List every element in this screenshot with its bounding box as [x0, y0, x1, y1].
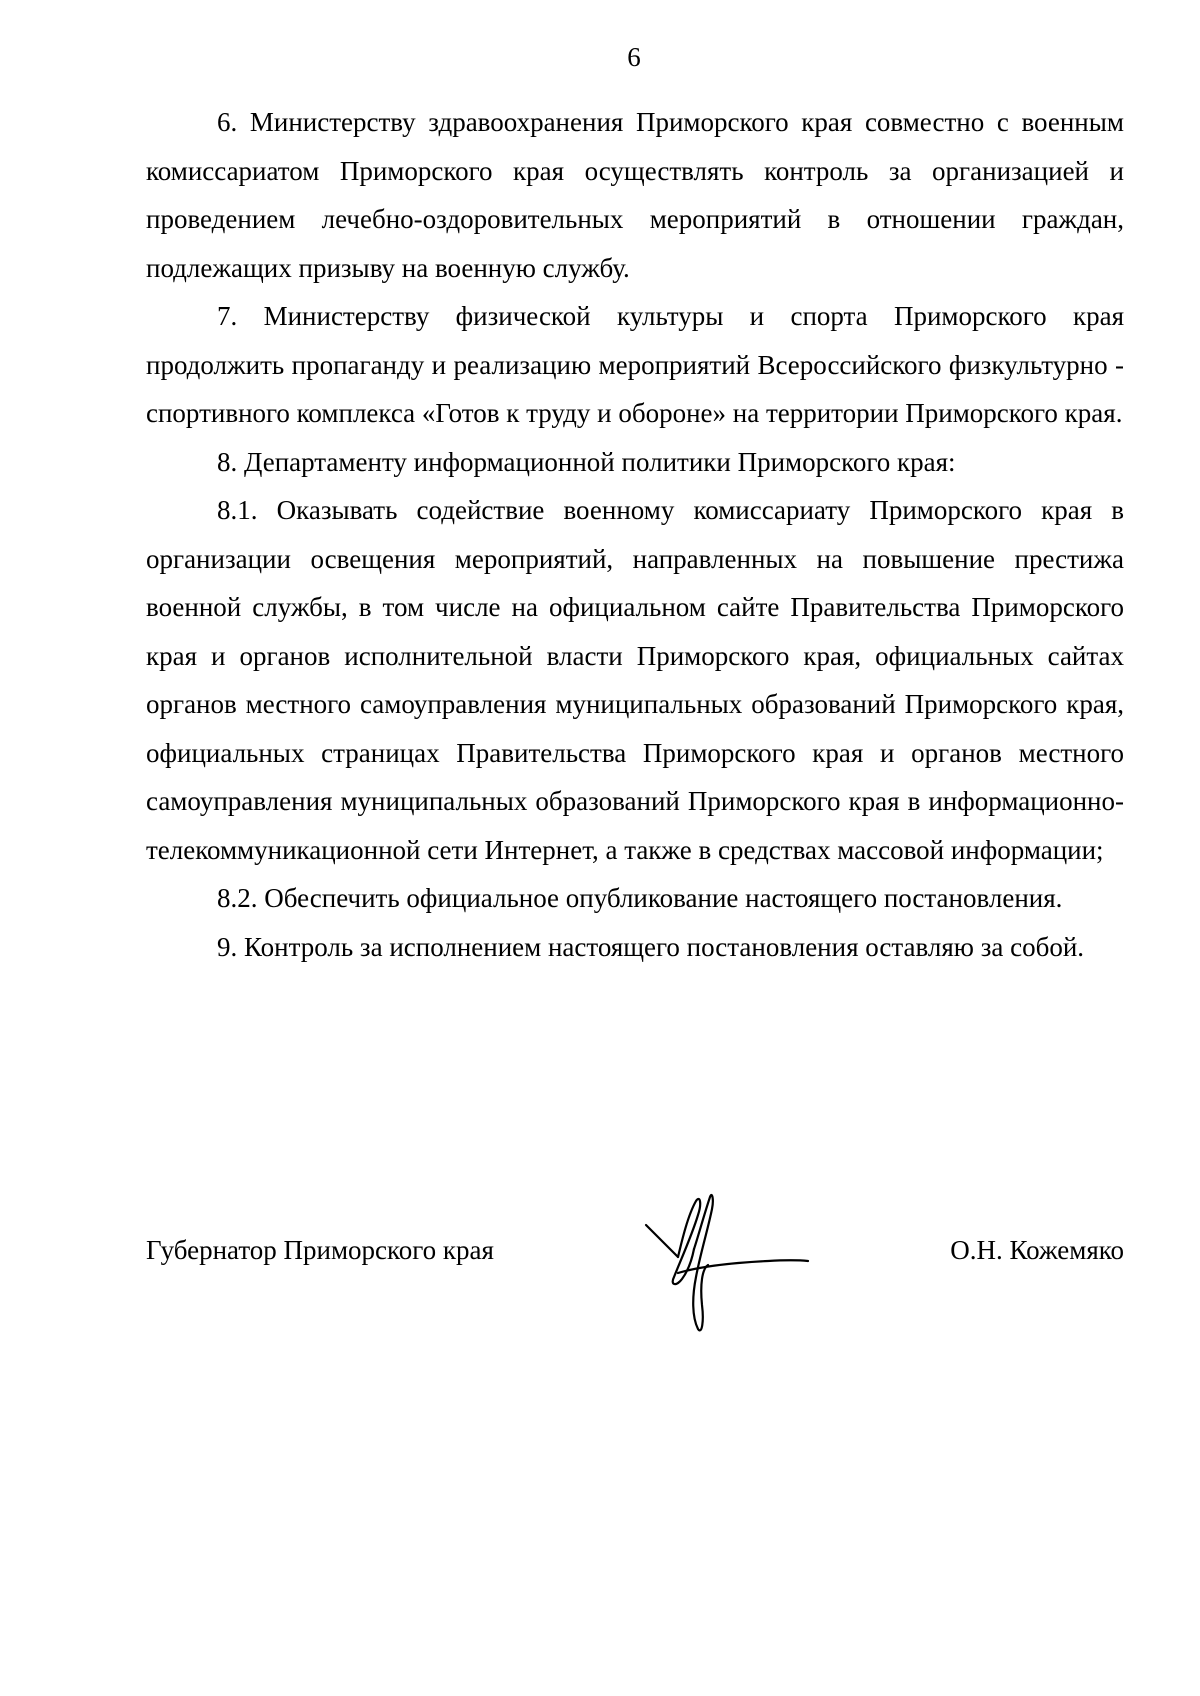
document-body	[146, 98, 1124, 971]
page-number: 6	[627, 42, 641, 72]
signature-block	[146, 1230, 1124, 1270]
paragraph-6: 6. Министерству здравоохранения Приморского края совместно с военным комиссариатом Приморского края осуществлять контроль за организацией и проведением лечебно-оздоровительных мероприятий в отношении граждан, подлежащих призыву на военную службу.	[146, 107, 1124, 283]
handwritten-signature	[638, 1185, 818, 1335]
paragraph-8-2: 8.2. Обеспечить официальное опубликование настоящего постановления.	[217, 883, 1063, 913]
signatory-name: О.Н. Кожемяко	[950, 1235, 1124, 1265]
paragraph-8: 8. Департаменту информационной политики Приморского края:	[217, 446, 956, 477]
signatory-title: Губернатор Приморского края	[146, 1235, 494, 1265]
paragraph-7: 7. Министерству физической культуры и спорта Приморского края продолжить пропаганду и реализацию мероприятий Всероссийского физкультурно - спортивного комплекса «Готов к труду и обороне» на территории Приморского края.	[146, 301, 1124, 428]
paragraph-8-1: 8.1. Оказывать содействие военному комиссариату Приморского края в организации освещения мероприятий, направленных на повышение престижа военной службы, в том числе на официальном сайте Правительства Приморского края и органов исполнительной власти Приморского края, официальных сайтах органов местного самоуправления муниципальных образований Приморского края, официальных страницах Правительства Приморского края и органов местного самоуправления муниципальных образований Приморского края в информационно-телекоммуникационной сети Интернет, а также в средствах массовой информации;	[146, 495, 1124, 865]
paragraph-9: 9. Контроль за исполнением настоящего постановления оставляю за собой.	[217, 931, 1085, 962]
